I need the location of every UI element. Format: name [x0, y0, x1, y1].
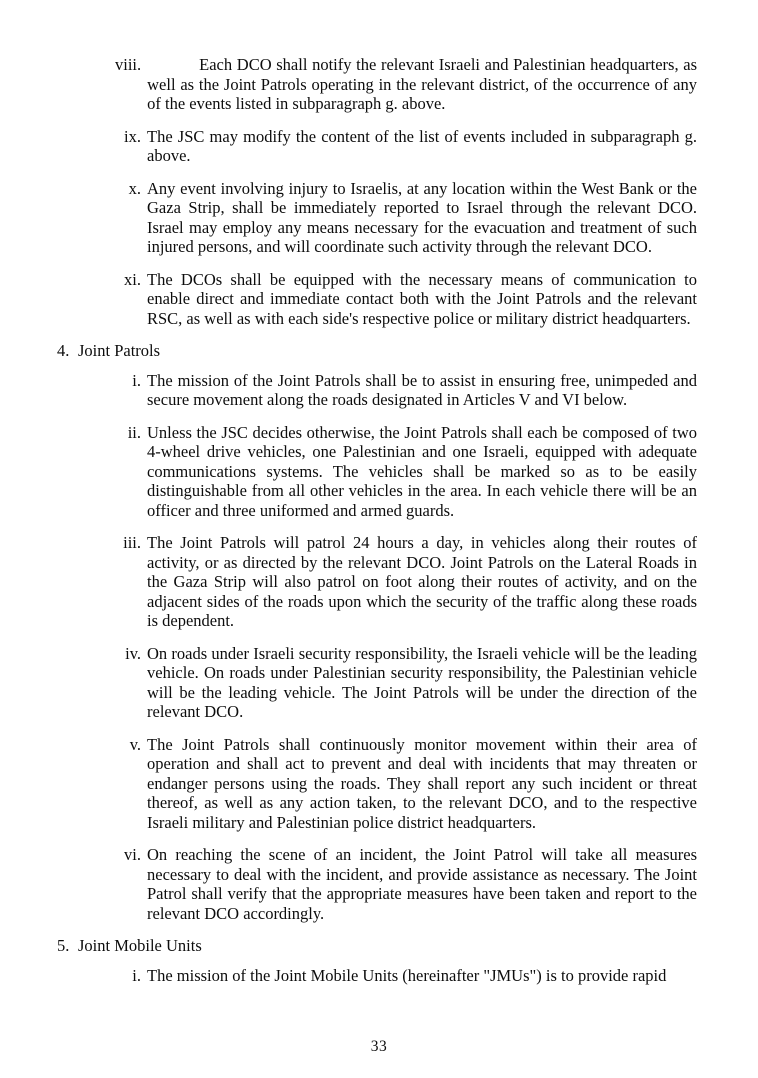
item-text: The DCOs shall be equipped with the necessary means of communication to enable direct and immediate contact both with the Joint Patrols and the relevant RSC, as well as with each side's respective police or military district headquarters. — [147, 269, 697, 328]
item-marker: vi. — [124, 845, 141, 864]
section-number: 4. — [57, 341, 70, 360]
item-text: The mission of the Joint Mobile Units (hereinafter "JMUs") is to provide rapid — [147, 965, 667, 985]
list-item-ix — [115, 127, 697, 166]
section-heading-joint-mobile-units — [57, 936, 697, 956]
item-text: Each DCO shall notify the relevant Israeli and Palestinian headquarters, as well as the Joint Patrols operating in the relevant district, of the occurrence of any of the events listed in subparagraph g. above. — [147, 55, 697, 113]
list-item-jp-i — [115, 371, 697, 410]
section-number: 5. — [57, 936, 70, 955]
item-text: On roads under Israeli security responsibility, the Israeli vehicle will be the leading vehicle. On roads under Palestinian security responsibility, the Palestinian vehicle will be the leading vehicle. The Joint Patrols will be under the direction of the relevant DCO. — [147, 643, 697, 721]
item-marker: x. — [128, 178, 141, 198]
page-number: 33 — [370, 1037, 388, 1055]
item-text: Any event involving injury to Israelis, at any location within the West Bank or the Gaza Strip, shall be immediately reported to Israel through the relevant DCO. Israel may employ any means necessary for the evacuation and treatment of such injured persons, and will coordinate such activity through the relevant DCO. — [147, 178, 697, 256]
item-marker: i. — [132, 965, 141, 985]
list-item-jp-ii — [115, 423, 697, 521]
list-item-jp-iii — [115, 533, 697, 631]
section-title: Joint Mobile Units — [78, 936, 202, 955]
item-text: The Joint Patrols shall continuously monitor movement within their area of operation and shall act to prevent and deal with incidents that may threaten or endanger persons using the roads. They shall report any such incident or threat thereof, as well as any action taken, to the relevant DCO, and to the respective Israeli military and Palestinian police district headquarters. — [147, 734, 697, 832]
list-item-jmu-i — [115, 966, 697, 986]
section-heading-joint-patrols — [57, 341, 697, 361]
item-marker: ix. — [124, 126, 141, 146]
item-text: Unless the JSC decides otherwise, the Joint Patrols shall each be composed of two 4-wheel drive vehicles, one Palestinian and one Israeli, equipped with adequate communications systems. The vehicles shall be marked so as to be easily distinguishable from all other vehicles in the area. In each vehicle there will be an officer and three uniformed and armed guards. — [147, 422, 697, 520]
list-item-jp-v — [115, 735, 697, 833]
item-marker: xi. — [124, 269, 141, 289]
item-marker: iii. — [123, 533, 141, 552]
list-item-xi — [115, 270, 697, 329]
list-item-jp-vi — [115, 845, 697, 923]
item-marker: v. — [129, 734, 141, 754]
item-marker: iv. — [125, 643, 141, 663]
item-text: The JSC may modify the content of the list of events included in subparagraph g. above. — [147, 126, 697, 165]
item-text: The mission of the Joint Patrols shall be to assist in ensuring free, unimpeded and secure movement along the roads designated in Articles V and VI below. — [147, 370, 697, 409]
list-item-x — [115, 179, 697, 257]
item-marker: viii. — [115, 55, 142, 74]
list-item-viii — [115, 55, 697, 114]
section-title: Joint Patrols — [78, 341, 161, 360]
item-marker: i. — [132, 370, 141, 390]
item-text: The Joint Patrols will patrol 24 hours a day, in vehicles along their routes of activity, or as directed by the relevant DCO. Joint Patrols on the Lateral Roads in the Gaza Strip will also patrol on foot along their routes of activity, and on the adjacent sides of the roads upon which the security of the traffic along these roads is dependent. — [147, 533, 697, 630]
item-marker: ii. — [127, 422, 141, 442]
item-text: On reaching the scene of an incident, the Joint Patrol will take all measures necessary to deal with the incident, and provide assistance as necessary. The Joint Patrol shall verify that the appropriate measures have been taken and report to the relevant DCO accordingly. — [147, 845, 697, 923]
list-item-jp-iv — [115, 644, 697, 722]
